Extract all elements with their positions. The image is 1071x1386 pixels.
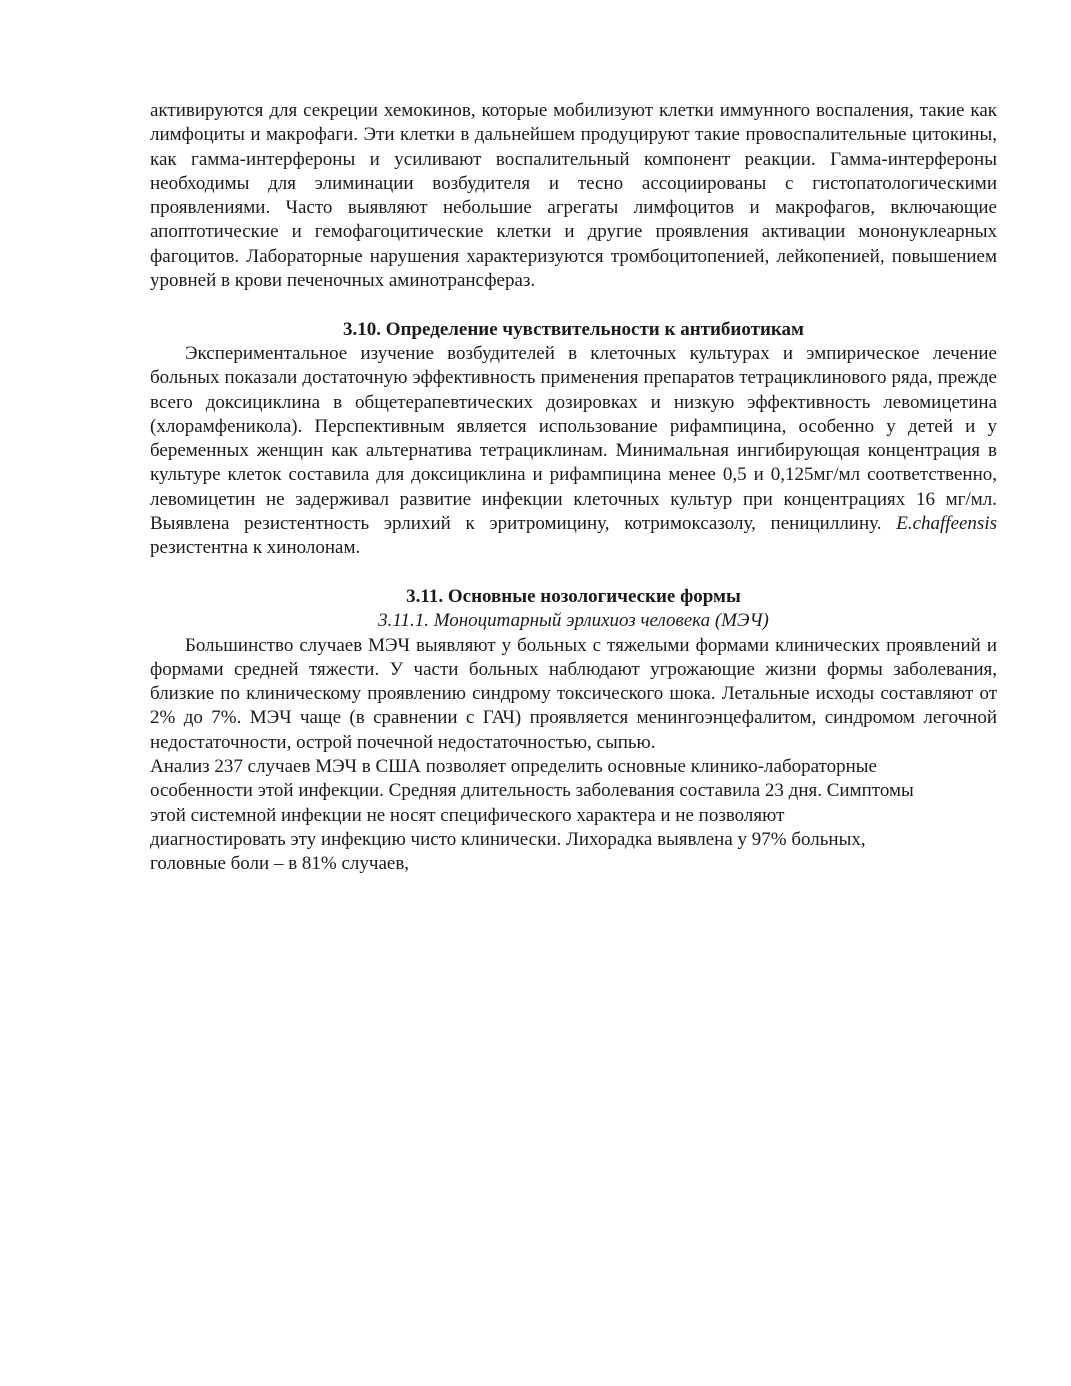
paragraph-antibiotic-sensitivity-tail: резистентна к хинолонам.	[150, 537, 361, 559]
section-heading-antibiotics: 3.10. Определение чувствительности к антибиотикам	[342, 318, 804, 340]
document-page	[150, 99, 997, 877]
section-heading-nosological-forms: 3.11. Основные нозологические формы	[406, 585, 741, 607]
text-line: этой системной инфекции не носят специфического характера и не позволяют	[150, 804, 785, 826]
paragraph-antibiotic-sensitivity	[150, 342, 997, 561]
spacer	[150, 561, 997, 585]
spacer	[150, 293, 997, 317]
text-line: диагностировать эту инфекцию чисто клинически. Лихорадка выявлена у 97% больных,	[150, 828, 866, 850]
paragraph-hme-severity: Большинство случаев МЭЧ выявляют у больных с тяжелыми формами клинических проявлений и формами средней тяжести. У части больных наблюдают угрожающие жизни формы заболевания, близкие по клиническому проявлению синдрому токсического шока. Летальные исходы составляют от 2% до 7%. МЭЧ чаще (в сравнении с ГАЧ) проявляется менингоэнцефалитом, синдромом легочной недостаточности, острой почечной недостаточностью, сыпью.	[150, 634, 997, 753]
subsection-heading-hme: 3.11.1. Моноцитарный эрлихиоз человека (МЭЧ)	[378, 610, 769, 632]
paragraph-hme-analysis	[150, 755, 997, 876]
paragraph-antibiotic-sensitivity-text: Экспериментальное изучение возбудителей в клеточных культурах и эмпирическое лечение больных показали достаточную эффективность применения препаратов тетрациклинового ряда, прежде всего доксициклина в общетерапевтических дозировках и низкую эффективность левомицетина (хлорамфеникола). Перспективным является использование рифампицина, особенно у детей и у беременных женщин как альтернатива тетрациклинам. Минимальная ингибирующая концентрация в культуре клеток составила для доксициклина и рифампицина менее 0,5 и 0,125мг/мл соответственно, левомицетин не задерживал развитие инфекции клеточных культур при концентрациях 16 мг/мл. Выявлена резистентность эрлихий к эритромицину, котримоксазолу, пенициллину.	[150, 342, 997, 535]
text-line: головные боли – в 81% случаев,	[150, 853, 410, 875]
paragraph-immune-response: активируются для секреции хемокинов, которые мобилизуют клетки иммунного воспаления, такие как лимфоциты и макрофаги. Эти клетки в дальнейшем продуцируют такие провоспалительные цитокины, как гамма-интерфероны и усиливают воспалительный компонент реакции. Гамма-интерфероны необходимы для элиминации возбудителя и тесно ассоциированы с гистопатологическими проявлениями. Часто выявляют небольшие агрегаты лимфоцитов и макрофагов, включающие апоптотические и гемофагоцитические клетки и другие проявления активации мононуклеарных фагоцитов. Лабораторные нарушения характеризуются тромбоцитопенией, лейкопенией, повышением уровней в крови печеночных аминотрансфераз.	[150, 100, 997, 292]
text-line: особенности этой инфекции. Средняя длительность заболевания составила 23 дня. Симптомы	[150, 780, 914, 802]
text-line: Анализ 237 случаев МЭЧ в США позволяет определить основные клинико-лабораторные	[150, 756, 877, 778]
species-name: E.chaffeensis	[896, 513, 997, 535]
